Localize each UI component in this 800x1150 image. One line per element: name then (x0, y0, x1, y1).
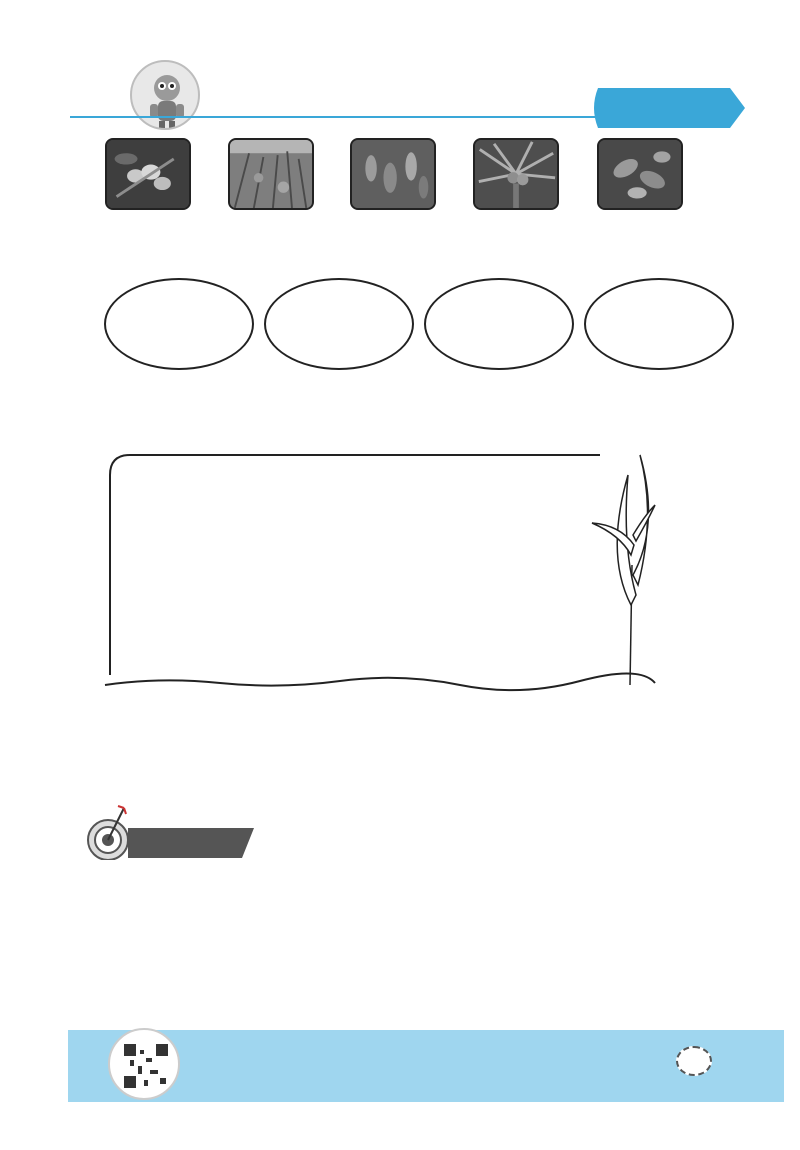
mascot-image (130, 60, 200, 130)
lesson-title (0, 746, 800, 768)
page-number (676, 1046, 712, 1076)
answer-oval-ejection[interactable] (424, 278, 574, 370)
answer-oval-animal[interactable] (264, 278, 414, 370)
objectives-badge (78, 800, 258, 860)
photo-balsam (597, 138, 683, 210)
photo-willow (350, 138, 436, 210)
photo-coconut (473, 138, 559, 210)
answer-oval-wind[interactable] (104, 278, 254, 370)
header-rule (70, 116, 600, 118)
photo-rapeseed (228, 138, 314, 210)
page-header (0, 0, 800, 140)
qr-code-icon (108, 1028, 180, 1100)
answer-oval-water[interactable] (584, 278, 734, 370)
photo-cocklebur (105, 138, 191, 210)
grass-plant-illustration (592, 455, 655, 685)
brand-logo (590, 84, 745, 132)
drawing-area[interactable] (100, 445, 660, 695)
